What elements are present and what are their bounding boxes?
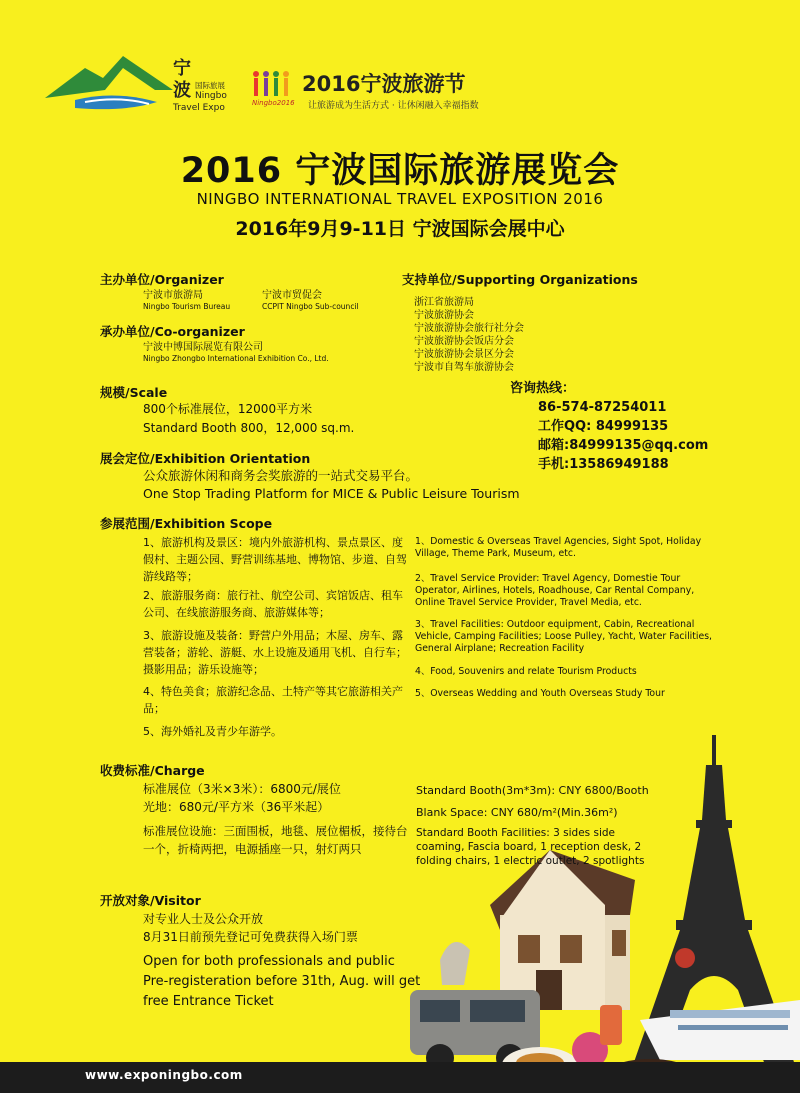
charge-cn-booth: 标准展位（3米×3米）：6800元/展位 — [143, 782, 341, 796]
house-icon — [490, 850, 635, 1010]
orientation-en: One Stop Trading Platform for MICE & Public Leisure Tourism — [143, 486, 520, 501]
scope-cn-4: 4、特色美食；旅游纪念品、土特产等其它旅游相关产品； — [143, 685, 403, 715]
hotline-qq: 工作QQ: 84999135 — [538, 419, 669, 434]
supporting-heading: 支持单位/Supporting Organizations — [402, 272, 638, 287]
scope-en-5: 5、Overseas Wedding and Youth Overseas Study Tour — [415, 688, 665, 699]
logo-en-2: Travel Expo — [173, 103, 225, 113]
visitor-cn-2: 8月31日前预先登记可免费获得入场门票 — [143, 930, 358, 944]
scope-cn-1: 1、旅游机构及景区：境内外旅游机构、景点景区、度假村、主题公园、野营训练基地、博物馆、步道、自驾游线路等； — [143, 536, 407, 583]
charge-heading: 收费标准/Charge — [100, 763, 205, 778]
logo-small-text: 国际旅展 — [195, 81, 225, 90]
scope-cn-3: 3、旅游设施及装备：野营户外用品；木屋、房车、露营装备；游轮、游艇、水上设施及通用飞机、自行车；摄影用品；游乐设施等； — [143, 629, 407, 676]
logo-char-1: 宁 — [173, 58, 191, 79]
supporting-item: 浙江省旅游局 — [414, 297, 474, 308]
festival-slogan: 让旅游成为生活方式 · 让休闲融入幸福指数 — [308, 101, 479, 111]
mountain-logo-icon — [45, 50, 175, 125]
scope-cn-2: 2、旅游服务商：旅行社、航空公司、宾馆饭店、租车公司、在线旅游服务商、旅游媒体等； — [143, 589, 403, 619]
supporting-item: 宁波旅游协会 — [414, 310, 474, 321]
festival-title: 2016宁波旅游节 — [302, 72, 466, 96]
scope-heading: 参展范围/Exhibition Scope — [100, 516, 273, 531]
logo-char-2: 波 — [173, 80, 191, 101]
visitor-cn-1: 对专业人士及公众开放 — [143, 912, 264, 926]
supporting-item: 宁波旅游协会旅行社分会 — [414, 323, 524, 334]
visitor-heading: 开放对象/Visitor — [100, 893, 201, 908]
expo-logo — [45, 50, 255, 125]
logo-en-1: Ningbo — [195, 91, 227, 101]
organizer-2-cn: 宁波市贸促会 — [262, 290, 322, 301]
supporting-list — [414, 296, 524, 374]
page-title: 2016 宁波国际旅游展览会 — [180, 151, 620, 191]
hotline-block — [510, 379, 708, 474]
co-organizer-cn: 宁波中博国际展览有限公司 — [143, 342, 263, 353]
scope-en-2: 2、Travel Service Provider: Travel Agency, Domestie Tour Operator, Airlines, Hotels, Roadhouse, Car Rental Company, Online Travel Service Provider, Travel Media, etc. — [415, 573, 695, 608]
scope-en-4: 4、Food, Souvenirs and relate Tourism Products — [415, 666, 637, 677]
scale-cn: 800个标准展位，12000平方米 — [143, 402, 313, 416]
co-organizer-heading: 承办单位/Co-organizer — [100, 324, 245, 339]
visitor-en-3: free Entrance Ticket — [143, 994, 274, 1009]
visitor-en-2: Pre-registeration before 31th, Aug. will get — [143, 974, 421, 989]
charge-en-facilities: Standard Booth Facilities: 3 sides side coaming, Fascia board, 1 reception desk, 2 folding chairs, 1 electric outlet, 2 spotlights — [416, 827, 645, 867]
cocktail-glass-icon — [600, 1005, 622, 1045]
charge-cn-space: 光地：680元/平方米（36平米起） — [143, 800, 330, 814]
visitor-en-1: Open for both professionals and public — [143, 954, 395, 969]
scale-en: Standard Booth 800，12,000 sq.m. — [143, 421, 355, 435]
supporting-item: 宁波旅游协会景区分会 — [414, 349, 514, 360]
organizer-heading: 主办单位/Organizer — [100, 272, 224, 287]
scope-en-3: 3、Travel Facilities: Outdoor equipment, Cabin, Recreational Vehicle, Camping Facilities; Loose Pulley, Yacht, Water Facilities, General Airplane; Recreation Facility — [415, 619, 712, 654]
supporting-item: 宁波旅游协会饭店分会 — [414, 336, 514, 347]
orientation-cn: 公众旅游休闲和商务会奖旅游的一站式交易平台。 — [143, 468, 419, 483]
date-venue: 2016年9月9-11日 宁波国际会展中心 — [235, 218, 565, 240]
organizer-2-en: CCPIT Ningbo Sub-council — [262, 302, 359, 311]
hotline-phone: 86-574-87254011 — [538, 400, 667, 415]
horse-statue-icon — [440, 942, 470, 985]
page-subtitle-en: NINGBO INTERNATIONAL TRAVEL EXPOSITION 2016 — [196, 190, 604, 208]
balloon-icon — [675, 948, 695, 968]
hotline-heading: 咨询热线： — [510, 381, 576, 396]
scale-heading: 规模/Scale — [100, 385, 168, 400]
hotline-email: 邮箱:84999135@qq.com — [538, 438, 709, 453]
footer-website-link[interactable]: www.exponingbo.com — [85, 1068, 243, 1082]
scope-cn-5: 5、海外婚礼及青少年游学。 — [143, 725, 282, 738]
supporting-item: 宁波市自驾车旅游协会 — [414, 362, 514, 373]
charge-cn-facilities: 标准展位设施：三面围板，地毯、展位楣板，接待台一个，折椅两把，电源插座一只，射灯两只 — [143, 824, 408, 856]
festival-logo — [250, 68, 510, 113]
co-organizer-en: Ningbo Zhongbo International Exhibition Co., Ltd. — [143, 354, 329, 363]
orientation-heading: 展会定位/Exhibition Orientation — [100, 451, 311, 466]
festival-figures-icon — [252, 70, 300, 98]
hotline-mobile: 手机:13586949188 — [538, 457, 669, 472]
organizer-1-cn: 宁波市旅游局 — [143, 290, 203, 301]
festival-mark: Ningbo2016 — [252, 99, 295, 107]
organizer-1-en: Ningbo Tourism Bureau — [143, 302, 231, 311]
scope-en-1: 1、Domestic & Overseas Travel Agencies, Sight Spot, Holiday Village, Theme Park, Museum, etc. — [415, 536, 702, 559]
charge-en-space: Blank Space: CNY 680/m²(Min.36m²) — [416, 806, 618, 819]
charge-en-booth: Standard Booth(3m*3m): CNY 6800/Booth — [416, 784, 649, 797]
